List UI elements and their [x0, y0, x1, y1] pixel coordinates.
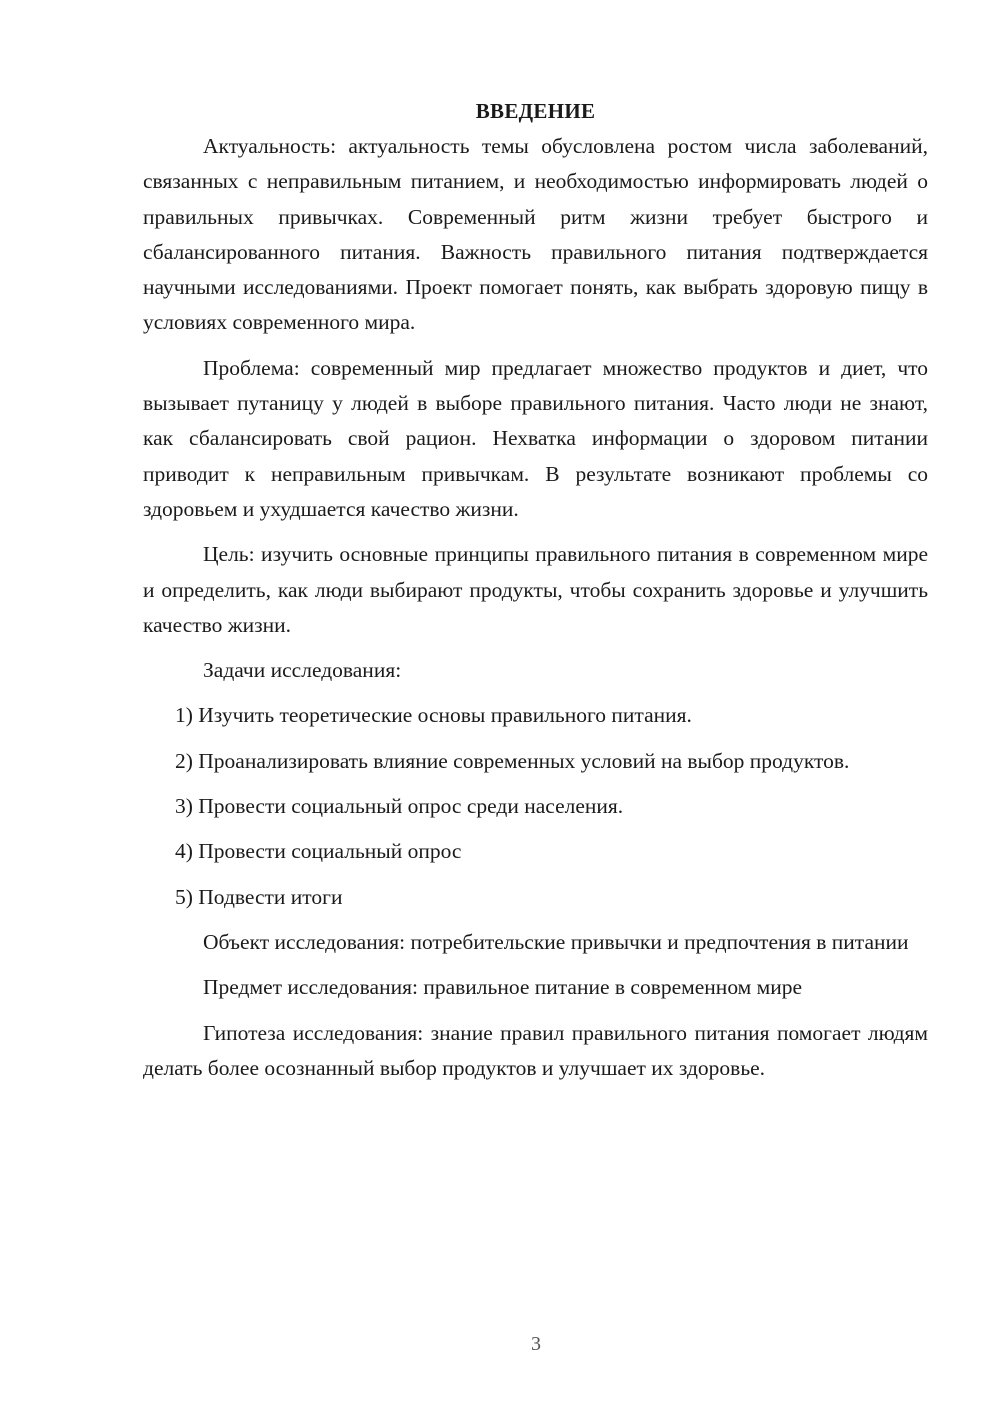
goal-paragraph: Цель: изучить основные принципы правильного питания в современном мире и определить, как люди выбирают продукты, чтобы сохранить здоровье и улучшить качество жизни.	[143, 542, 928, 637]
task-item: 4) Провести социальный опрос	[175, 839, 462, 864]
relevance-paragraph: Актуальность: актуальность темы обусловлена ростом числа заболеваний, связанных с неправильным питанием, и необходимостью информировать людей о правильных привычках. Современный ритм жизни требует быстрого и сбалансированного питания. Важность правильного питания подтверждается научными исследованиями. Проект помогает понять, как выбрать здоровую пищу в условиях современного мира.	[143, 134, 928, 335]
section-heading: ВВЕДЕНИЕ	[475, 99, 596, 123]
subject-paragraph: Предмет исследования: правильное питание в современном мире	[203, 975, 803, 1000]
document-page	[143, 94, 928, 1096]
hypothesis-paragraph: Гипотеза исследования: знание правил правильного питания помогает людям делать более осознанный выбор продуктов и улучшает их здоровье.	[143, 1020, 928, 1080]
object-paragraph: Объект исследования: потребительские привычки и предпочтения в питании	[203, 929, 909, 954]
task-item: 5) Подвести итоги	[175, 884, 343, 909]
task-item: 2) Проанализировать влияние современных условий на выбор продуктов.	[175, 748, 850, 773]
tasks-heading: Задачи исследования:	[203, 658, 402, 683]
page-number: 3	[531, 1333, 541, 1355]
problem-paragraph: Проблема: современный мир предлагает множество продуктов и диет, что вызывает путаницу у людей в выборе правильного питания. Часто люди не знают, как сбалансировать свой рацион. Нехватка информации о здоровом питании приводит к неправильным привычкам. В результате возникают проблемы со здоровьем и ухудшается качество жизни.	[143, 355, 928, 521]
task-item: 1) Изучить теоретические основы правильного питания.	[175, 703, 692, 728]
task-item: 3) Провести социальный опрос среди населения.	[175, 794, 624, 819]
